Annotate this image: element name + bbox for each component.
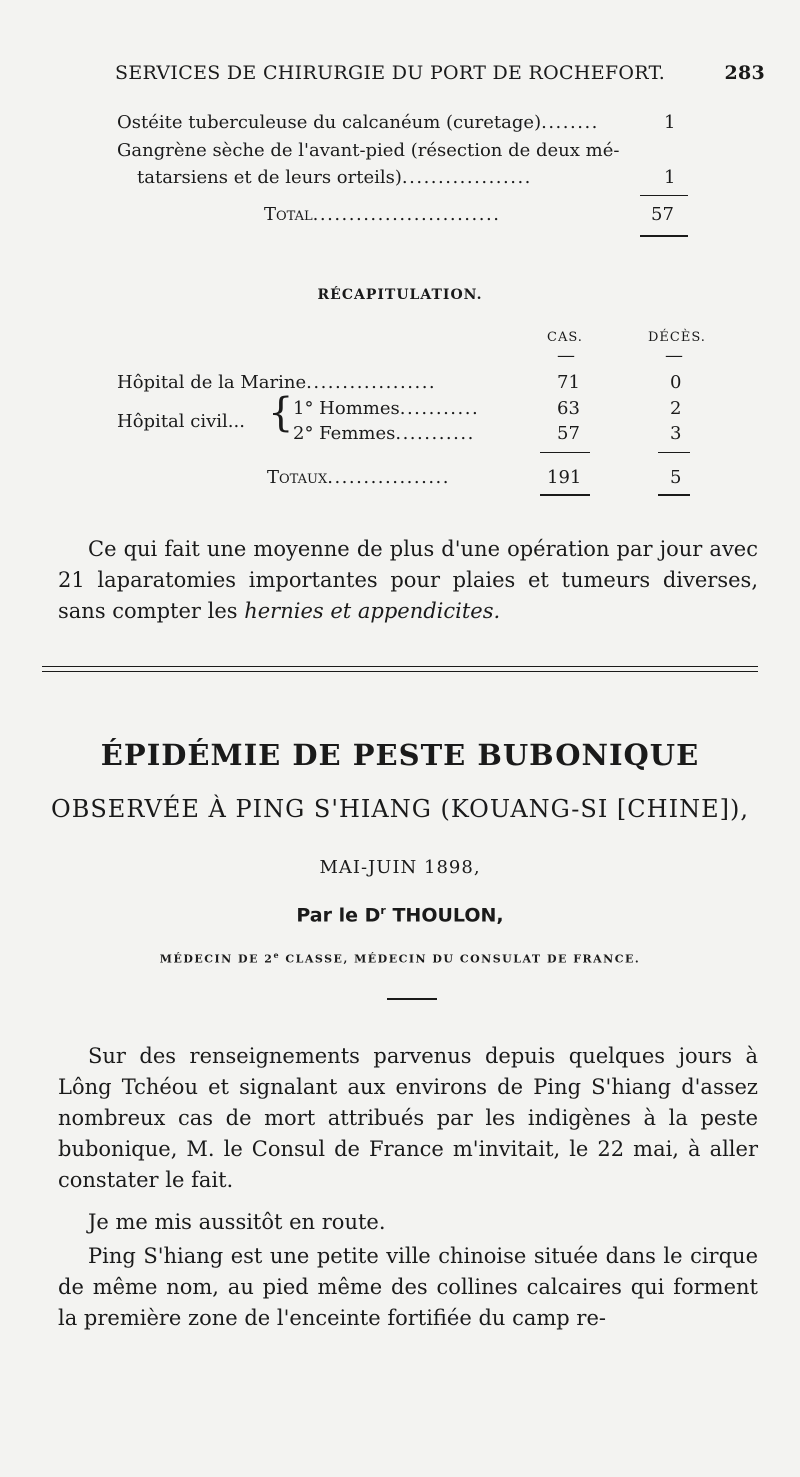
role-rest: CLASSE, MÉDECIN DU CONSULAT DE FRANCE. — [280, 952, 641, 966]
deces-value: 0 — [670, 372, 682, 393]
leader-dots: ................. — [327, 467, 451, 488]
leader-dots: .................. — [401, 167, 532, 188]
brace: { — [268, 390, 294, 436]
author-prefix: Par le D — [296, 904, 381, 927]
total-value: 57 — [651, 204, 674, 225]
summary-paragraph — [58, 534, 758, 627]
totaux-rule — [540, 494, 590, 496]
list-item-continuation — [137, 167, 532, 188]
leader-dots: .................. — [306, 372, 437, 393]
recap-row-femmes — [293, 423, 475, 444]
cas-value: 63 — [557, 398, 580, 419]
sum-rule — [540, 452, 590, 453]
author-role — [0, 950, 800, 966]
cas-value: 71 — [557, 372, 580, 393]
leader-dots: .......................... — [312, 204, 501, 225]
row-label: Hôpital de la Marine — [117, 372, 307, 393]
paragraph-text: Ping S'hiang est une petite ville chinoise située dans le cirque de même nom, au pied même des collines calcaires qui forment la première zone de l'enceinte fortifiée du camp re- — [58, 1244, 758, 1330]
deces-value: 2 — [670, 398, 682, 419]
list-item — [117, 112, 599, 133]
summary-italic: hernies et appendicites. — [244, 599, 501, 623]
col-header-deces: DÉCÈS. — [648, 330, 706, 345]
running-header — [115, 62, 765, 84]
totaux-cas: 191 — [547, 467, 582, 488]
sum-rule — [658, 452, 690, 453]
role-prefix: MÉDECIN DE 2 — [159, 952, 274, 966]
section-separator — [42, 666, 758, 667]
cas-value: 57 — [557, 423, 580, 444]
paragraph-text: Sur des renseignements parvenus depuis quelques jours à Lông Tchéou et signalant aux environs de Ping S'hiang d'assez nombreux cas de mort attribués par les indigènes à la peste bubonique, M. le Consul de France m'invitait, le 22 mai, à aller constater le fait. — [58, 1044, 758, 1192]
running-title: SERVICES DE CHIRURGIE DU PORT DE ROCHEFORT. — [115, 62, 666, 84]
item-label: Gangrène sèche de l'avant-pied (résection de deux mé- — [117, 140, 620, 161]
totaux-deces: 5 — [670, 467, 682, 488]
totaux-label: Totaux — [267, 467, 328, 488]
row-label: 2° Femmes — [293, 423, 396, 444]
paragraph-text: Je me mis aussitôt en route. — [88, 1210, 386, 1234]
totaux-rule — [658, 494, 690, 496]
total-label: Total — [264, 204, 313, 225]
item-value: 1 — [664, 112, 676, 133]
recap-row-hommes — [293, 398, 479, 419]
recap-title: RÉCAPITULATION. — [317, 287, 483, 303]
article-subtitle: OBSERVÉE À PING S'HIANG (KOUANG-SI [CHINE]), — [51, 795, 749, 823]
item-label: Ostéite tuberculeuse du calcanéum (curetage) — [117, 112, 542, 133]
heading-rule — [387, 998, 437, 1000]
item-label: tatarsiens et de leurs orteils) — [137, 167, 402, 188]
total-row — [264, 204, 500, 225]
article-title: ÉPIDÉMIE DE PESTE BUBONIQUE — [100, 738, 700, 772]
leader-dots: ........... — [395, 423, 475, 444]
leader-dots: ........... — [399, 398, 480, 419]
body-paragraph — [58, 1041, 758, 1196]
article-date: MAI-JUIN 1898, — [319, 857, 481, 878]
article-author — [0, 904, 800, 926]
page-number: 283 — [724, 62, 765, 84]
sum-rule — [640, 195, 688, 196]
col-dash: — — [665, 345, 683, 366]
col-dash: — — [557, 345, 575, 366]
deces-value: 3 — [670, 423, 682, 444]
author-sup: r — [380, 904, 386, 917]
author-name: THOULON, — [385, 904, 504, 927]
role-sup: e — [273, 950, 281, 960]
leader-dots: ........ — [541, 112, 599, 133]
list-item — [117, 140, 619, 161]
item-value: 1 — [664, 167, 676, 188]
totaux-row — [267, 467, 450, 488]
summary-text: Ce qui fait une moyenne de plus d'une opération par jour avec 21 laparatomies importantes pour plaies et tumeurs diverses, sans compter les — [58, 537, 758, 623]
section-separator — [42, 671, 758, 672]
row-label: 1° Hommes — [293, 398, 400, 419]
total-rule — [640, 235, 688, 237]
body-paragraph — [58, 1241, 758, 1334]
recap-row-civil-label: Hôpital civil... — [117, 411, 245, 432]
body-paragraph — [58, 1207, 758, 1238]
col-header-cas: CAS. — [547, 330, 583, 345]
